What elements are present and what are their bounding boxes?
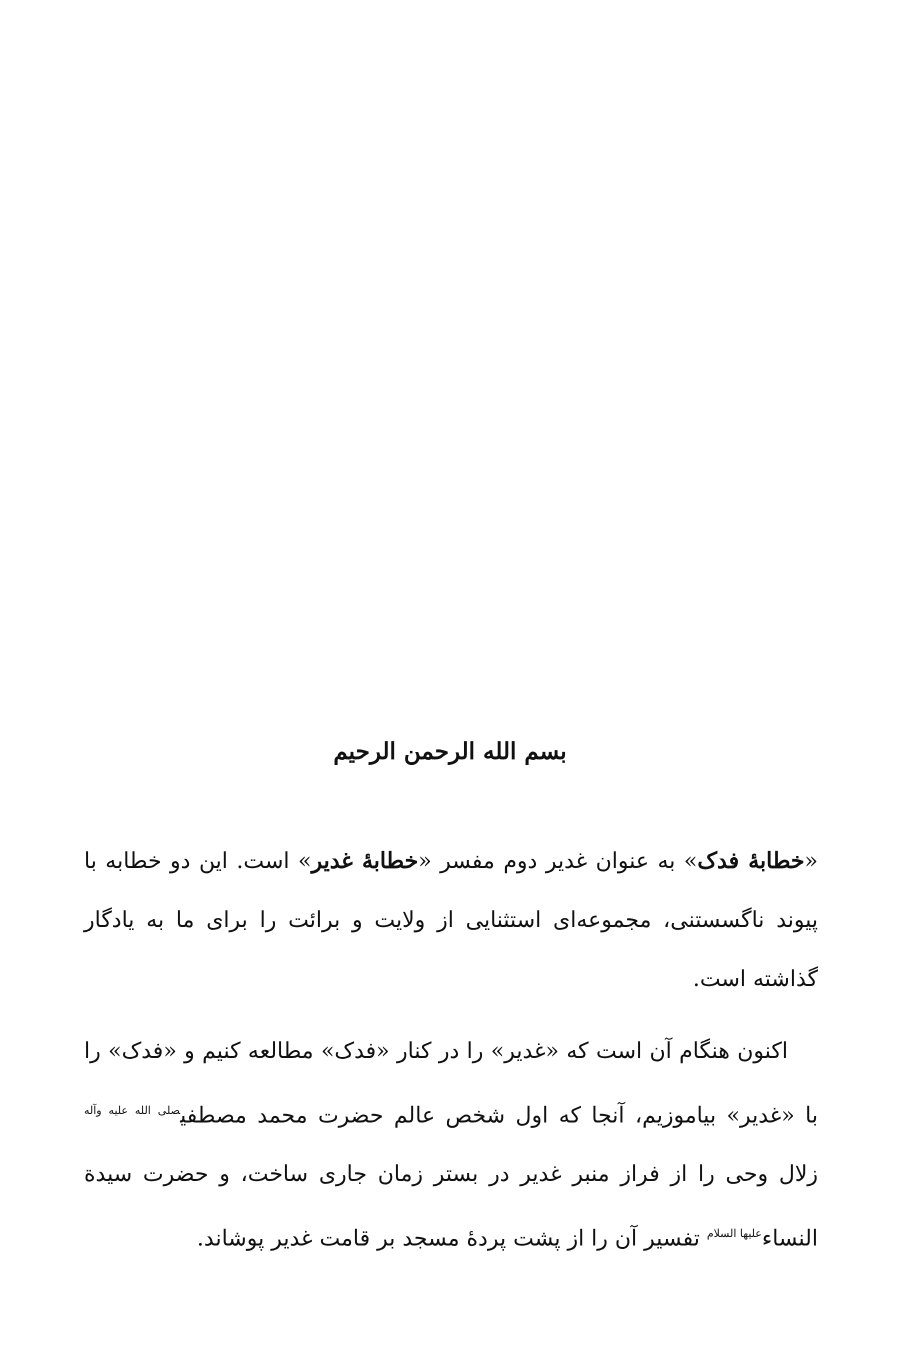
quote-close-2: » [298,849,312,874]
title-khotbe-ghadir: خطابۀ غدیر [311,848,419,874]
basmala-heading: بسم الله الرحمن الرحیم [333,738,567,765]
honorific-lady: عليها السلام [706,1227,762,1241]
paragraph-1-text-b: است. این دو خطابه با پیوند ناگسستنی، مجموعه‌ای استثنایی از ولایت و برائت را برای ما به یادگار گذاشته است. [84,849,818,992]
paragraph-2-text-c: تفسیر آن را از پشت پردۀ مسجد بر قامت غدیر پوشاند. [196,1226,707,1252]
quote-open-1: « [804,849,818,874]
paragraph-2 [84,1022,818,1269]
paragraph-2-text-b: زلال وحی را از فراز منبر غدیر در بستر زمان جاری ساخت، و حضرت سیدة النساء [84,1162,818,1252]
honorific-prophet: صلى الله عليه وآله [84,1104,181,1117]
title-khotbe-fadak: خطابۀ فدک [697,848,805,874]
quote-close-1: » [683,849,698,874]
paragraph-1-text-a: به عنوان غدیر دوم مفسر [431,849,684,874]
paragraph-2-text-a: اکنون هنگام آن است که «غدیر» را در کنار «فدک» مطالعه کنیم و «فدک» را با «غدیر» بیاموزیم، آنجا که اول شخص عالم حضرت محمد مصطفی [84,1039,818,1129]
paragraph-1 [84,832,818,1009]
quote-open-2: « [418,849,432,874]
